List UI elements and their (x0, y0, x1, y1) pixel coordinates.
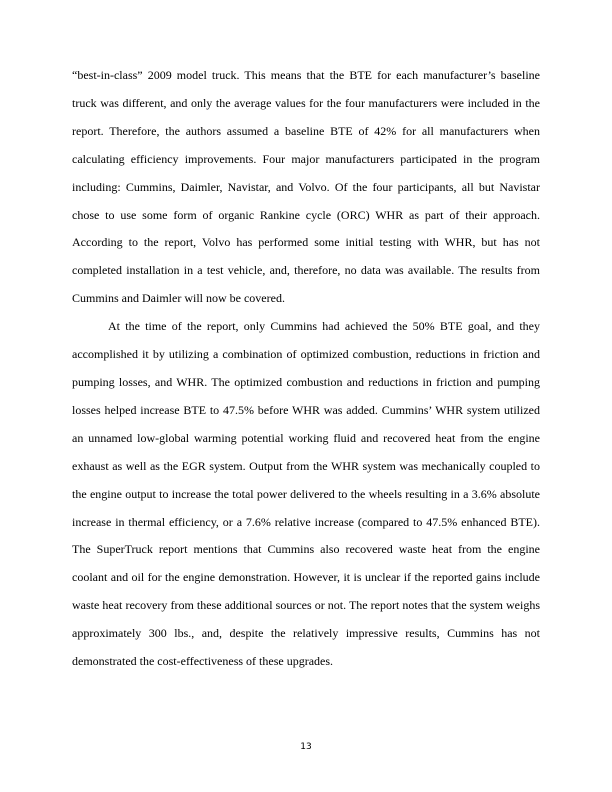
paragraph-continued: “best-in-class” 2009 model truck. This means that the BTE for each manufacturer’s baseline truck was different, and only the average values for the four manufacturers were included in the report. Therefore, the authors assumed a baseline BTE of 42% for all manufacturers when calculating efficiency improvements. Four major manufacturers participated in the program including: Cummins, Daimler, Navistar, and Volvo. Of the four participants, all but Navistar chose to use some form of organic Rankine cycle (ORC) WHR as part of their approach. According to the report, Volvo has performed some initial testing with WHR, but has not completed installation in a test vehicle, and, therefore, no data was available. The results from Cummins and Daimler will now be covered. (72, 68, 540, 306)
body-text (72, 62, 540, 676)
paragraph-cummins-results: At the time of the report, only Cummins had achieved the 50% BTE goal, and they accomplished it by utilizing a combination of optimized combustion, reductions in friction and pumping losses, and WHR. The optimized combustion and reductions in friction and pumping losses helped increase BTE to 47.5% before WHR was added. Cummins’ WHR system utilized an unnamed low-global warming potential working fluid and recovered heat from the engine exhaust as well as the EGR system. Output from the WHR system was mechanically coupled to the engine output to increase the total power delivered to the wheels resulting in a 3.6% absolute increase in thermal efficiency, or a 7.6% relative increase (compared to 47.5% enhanced BTE). The SuperTruck report mentions that Cummins also recovered waste heat from the engine coolant and oil for the engine demonstration. However, it is unclear if the reported gains include waste heat recovery from these additional sources or not. The report notes that the system weighs approximately 300 lbs., and, despite the relatively impressive results, Cummins has not demonstrated the cost-effectiveness of these upgrades. (72, 319, 540, 669)
page-number: 13 (300, 742, 312, 752)
